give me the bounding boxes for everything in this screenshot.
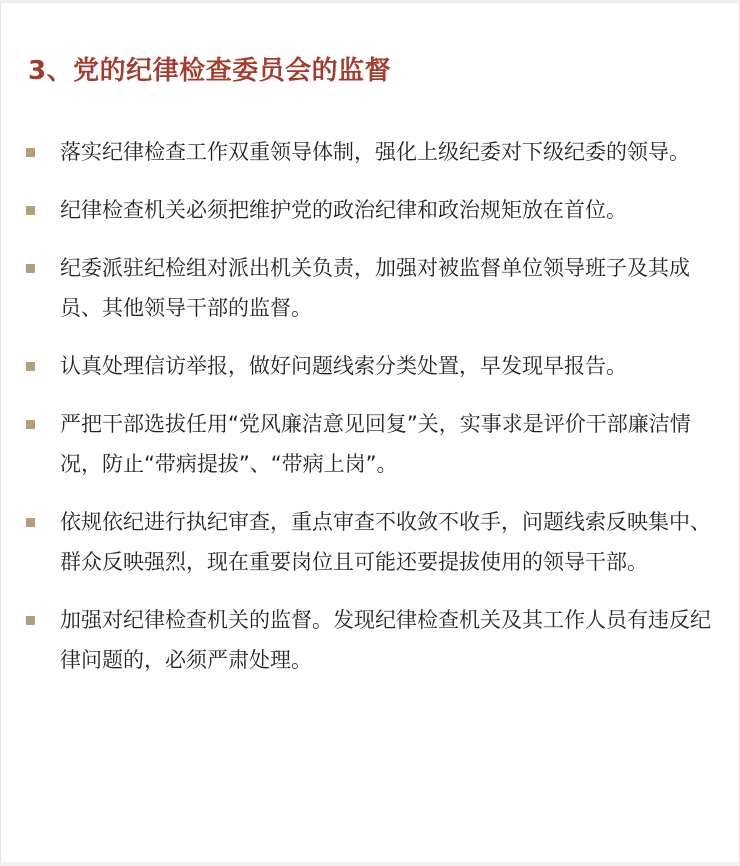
- square-bullet-icon: [26, 362, 35, 371]
- list-item-text: 落实纪律检查工作双重领导体制，强化上级纪委对下级纪委的领导。: [60, 140, 690, 164]
- list-item: [26, 248, 716, 328]
- list-item-text: 严把干部选拔任用“党风廉洁意见回复”关，实事求是评价干部廉洁情况，防止“带病提拔”、“带病上岗”。: [60, 412, 691, 476]
- list-item: [26, 190, 716, 230]
- list-item: [26, 502, 716, 582]
- square-bullet-icon: [26, 518, 35, 527]
- list-item-text: 纪律检查机关必须把维护党的政治纪律和政治规矩放在首位。: [60, 198, 627, 222]
- bullet-list: [26, 132, 716, 698]
- square-bullet-icon: [26, 420, 35, 429]
- list-item: [26, 346, 716, 386]
- list-item: [26, 132, 716, 172]
- list-item: [26, 600, 716, 680]
- list-item-text: 依规依纪进行执纪审查，重点审查不收敛不收手，问题线索反映集中、群众反映强烈，现在重要岗位且可能还要提拔使用的领导干部。: [60, 510, 711, 574]
- list-item-text: 纪委派驻纪检组对派出机关负责，加强对被监督单位领导班子及其成员、其他领导干部的监督。: [60, 256, 690, 320]
- square-bullet-icon: [26, 206, 35, 215]
- list-item-text: 加强对纪律检查机关的监督。发现纪律检查机关及其工作人员有违反纪律问题的，必须严肃处理。: [60, 608, 711, 672]
- square-bullet-icon: [26, 148, 35, 157]
- square-bullet-icon: [26, 616, 35, 625]
- slide-title: 3、党的纪律检查委员会的监督: [28, 56, 392, 86]
- list-item-text: 认真处理信访举报，做好问题线索分类处置，早发现早报告。: [60, 354, 627, 378]
- square-bullet-icon: [26, 264, 35, 273]
- list-item: [26, 404, 716, 484]
